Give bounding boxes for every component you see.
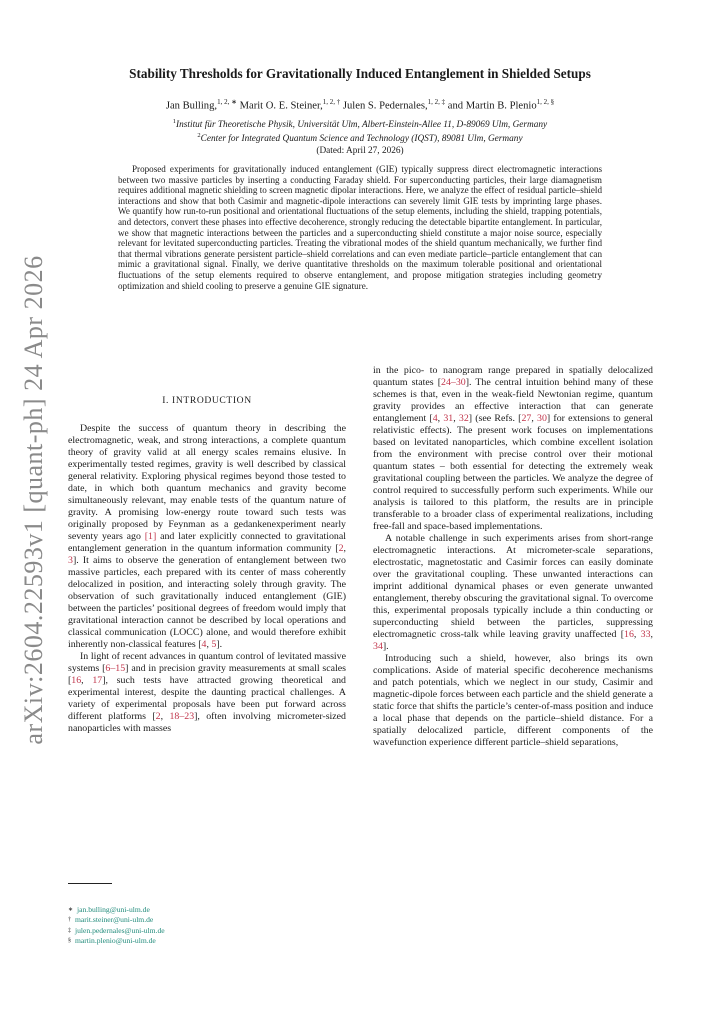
citation-link[interactable]: 2 bbox=[338, 543, 344, 554]
citation-link[interactable]: 4 bbox=[201, 639, 207, 650]
citation-link[interactable]: 32 bbox=[458, 413, 469, 424]
footnote bbox=[68, 936, 346, 946]
citation-link[interactable]: 16 bbox=[624, 629, 634, 640]
footnote-mark: § bbox=[68, 938, 71, 945]
citation-link[interactable]: 5 bbox=[211, 639, 217, 650]
citation-link[interactable]: 4 bbox=[432, 413, 438, 424]
author-affiliation-marks: 1, 2, § bbox=[536, 98, 555, 106]
affiliation-number: 2 bbox=[197, 132, 201, 139]
paragraph: Despite the success of quantum theory in describing the electromagnetic, weak, and strong interactions, a complete quantum theory of gravity valid at all energy scales remains elusive. In experimentally tested regimes, gravity is well described by classical general relativity. Exploring physical regimes beyond those tested to date, in which both quantum mechanics and gravity become simultaneously relevant, may enable tests of the quantum nature of gravity. A promising low-energy route toward such tests was originally proposed by Feynman as a gedankenexperiment nearly seventy years ago [1] and later explicitly connected to gravitational entanglement generation in the quantum information community [2, 3]. It aims to observe the generation of entanglement between two massive particles, each prepared with its center of mass coherently delocalized in position, and interacting solely through gravity. The observation of such gravitationally induced entanglement (GIE) between the particles’ positional degrees of freedom would imply that gravitational interaction cannot be described by local operations and classical communication (LOCC) alone, and would therefore exhibit inherently non-classical features [4, 5]. bbox=[68, 423, 346, 650]
citation-link[interactable]: 33 bbox=[640, 629, 651, 640]
paragraph: A notable challenge in such experiments arises from short-range electromagnetic interactions. At micrometer-scale separations, electrostatic, magnetostatic and Casimir forces can easily dominate over the gravitational coupling. These unwanted interactions can imprint additional dynamical phases or even generate unwanted entanglement, thereby obscuring the gravitational signal. To overcome this, experimental proposals typically include a thin conducting or superconducting shield between the particles, suppressing electromagnetic cross-talk while leaving gravity unaffected [16, 33, 34]. bbox=[373, 533, 654, 652]
dated-line: (Dated: April 27, 2026) bbox=[316, 146, 404, 156]
email-link[interactable]: jan.bulling@uni-ulm.de bbox=[77, 905, 150, 914]
citation-link[interactable]: 31 bbox=[443, 413, 454, 424]
footnote bbox=[68, 915, 346, 925]
affiliation-text: Institut für Theoretische Physik, Universität Ulm, Albert-Einstein-Allee 11, D-89069 Ulm, Germany bbox=[176, 120, 548, 131]
affiliation-1 bbox=[60, 118, 660, 130]
author-affiliation-marks: 1, 2, ∗ bbox=[217, 98, 237, 106]
author-name: Marit O. E. Steiner, bbox=[239, 100, 323, 112]
email-link[interactable]: marit.steiner@uni-ulm.de bbox=[75, 915, 154, 925]
paragraph: Introducing such a shield, however, also brings its own complications. Aside of material specific decoherence mechanisms and patch potentials, which we neglect in our study, Casimir and magnetic-dipole forces between each particle and the shield generate a static force that shifts the particle’s center-of-mass position and induce a local phase that depends on the particle–shield distance. For a spatially delocalized particle, different components of the wavefunction experience different particle–shield separations, bbox=[373, 653, 653, 748]
citation-link[interactable]: 16 bbox=[71, 675, 82, 686]
email-link[interactable]: julen.pedernales@uni-ulm.de bbox=[75, 925, 165, 935]
author-list: Jan Bulling,$^{1, 2, ∗}$ Marit O. E. Steiner,$^{1, 2, \dagger}$ Julen S. Pedernales,$^{1, 2, \ddagger}$ and Martin B. Plenio$^{1, 2, \S}$ bbox=[165, 98, 555, 112]
footnote bbox=[68, 905, 346, 915]
affiliation-number: 1 bbox=[172, 118, 177, 125]
footnote-rule bbox=[68, 883, 112, 884]
footnote-mark: ∗ bbox=[68, 907, 74, 913]
author-name: Jan Bulling, bbox=[165, 100, 218, 112]
left-column-text bbox=[68, 423, 346, 735]
citation-link[interactable]: 18–23 bbox=[169, 711, 195, 722]
abstract: Proposed experiments for gravitationally induced entanglement (GIE) typically suppress direct electromagnetic interactions between two massive particles by inserting a conducting Faraday shield. For superconducting particles, their large diamagnetism requires additional magnetic shielding to screen magnetic dipolar interactions. Here, we analyze the effect of residual particle–shield interactions and show that both Casimir and magnetic-dipole interactions can severely limit GIE tests by imprinting large phases. We quantify how run-to-run positional and orientational fluctuations of the setup elements, including the shield, trapping potentials, and detectors, convert these phases into effective decoherence, strongly reducing the detectable bipartite entanglement. In particular, we show that magnetic interactions between the particles and a superconducting shield constitute a major noise source, especially relevant for levitated superconducting particles. Treating the vibrational modes of the shield quantum mechanically, we further find that thermal vibrations generate persistent particle–shield correlations and can even mediate particle–particle entanglement that can mimic a gravitational signal. Finally, we derive quantitative thresholds on the maximum tolerable positional and orientational fluctuations of the setup elements required to observe entanglement, and propose mitigation strategies including geometry optimization and shield cooling to preserve a genuine GIE signature. bbox=[118, 164, 602, 291]
citation-link[interactable]: 3 bbox=[68, 555, 73, 566]
section-heading-introduction: I. INTRODUCTION bbox=[162, 395, 252, 406]
right-column-text bbox=[373, 365, 653, 749]
author-affiliation-marks: 1, 2, ‡ bbox=[427, 98, 446, 106]
author-affiliation-marks: 1, 2, † bbox=[322, 98, 341, 106]
email-link[interactable]: martin.plenio@uni-ulm.de bbox=[75, 936, 156, 946]
citation-link[interactable]: 17 bbox=[92, 675, 103, 686]
footnote-mark: ‡ bbox=[68, 927, 71, 934]
citation-link[interactable]: 2 bbox=[155, 711, 161, 722]
author-name: Julen S. Pedernales, bbox=[342, 100, 428, 112]
affiliation-text: Center for Integrated Quantum Science and Technology (IQST), 89081 Ulm, Germany bbox=[200, 134, 523, 145]
citation-link[interactable]: [1] bbox=[144, 531, 157, 542]
arxiv-identifier: arXiv:2604.22593v1 [quant-ph] 24 Apr 2026 bbox=[19, 255, 48, 745]
paragraph: in the pico- to nanogram range prepared in spatially delocalized quantum states [24–30]. The central intuition behind many of these schemes is that, even in the weak-field Newtonian regime, quantum gravity provides an effective interaction that can generate entanglement [4, 31, 32] (see Refs. [27, 30] for extensions to general relativistic effects). The present work focuses on implementations based on levitated nanoparticles, which combine excellent isolation from the environment with precise control over their motional quantum states – both essential for detecting the extremely weak gravitational coupling between the particles. We analyze the degree of control required to successfully perform such experiments. While our analysis is tailored to this platform, the results are in principle transferable to a broader class of experimental realizations, including free-fall and space-based implementations. bbox=[373, 365, 654, 532]
footnote bbox=[68, 926, 346, 936]
affiliation-2 bbox=[60, 132, 660, 144]
citation-link[interactable]: 30 bbox=[537, 413, 547, 424]
paper-title: Stability Thresholds for Gravitationally Induced Entanglement in Shielded Setups bbox=[129, 66, 591, 81]
citation-link[interactable]: 27 bbox=[521, 413, 532, 424]
arxiv-sidebar bbox=[4, 255, 64, 745]
paragraph: In light of recent advances in quantum control of levitated massive systems [6–15] and in precision gravity measurements at small scales [16, 17], such tests have attracted growing theoretical and experimental interest, despite the daunting practical challenges. A variety of experimental proposals have been put forward across different platforms [2, 18–23], often involving micrometer-sized nanoparticles with masses bbox=[68, 651, 347, 734]
footnotes bbox=[68, 905, 346, 947]
citation-link[interactable]: 34 bbox=[373, 641, 383, 652]
author-name: Martin B. Plenio bbox=[465, 100, 537, 112]
citation-link[interactable]: 6–15 bbox=[105, 663, 126, 674]
citation-link[interactable]: 24–30 bbox=[441, 377, 466, 388]
footnote-mark: † bbox=[68, 917, 71, 924]
